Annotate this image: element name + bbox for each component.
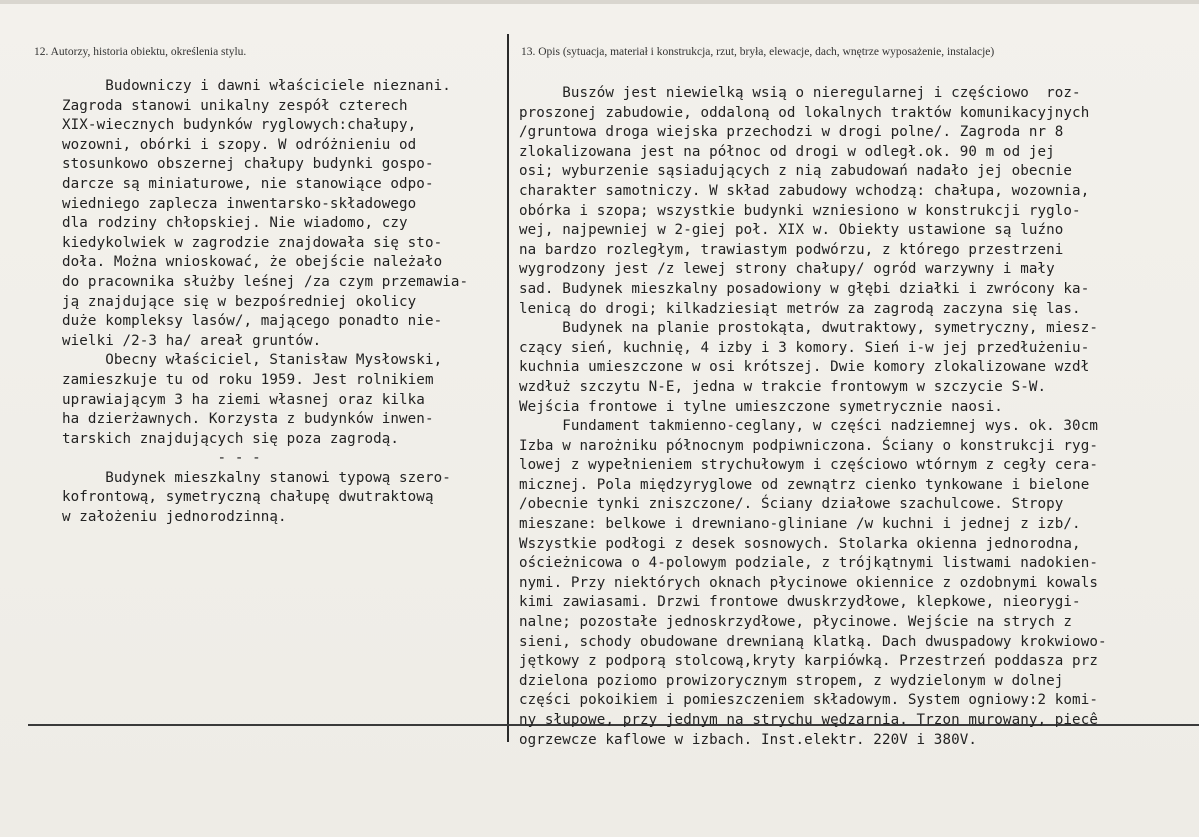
text-line: darcze są miniaturowe, nie stanowiące odpo- [62, 175, 434, 192]
text-line: Fundament takmienno-ceglany, w części nadziemnej wys. ok. 30cm [519, 418, 1098, 435]
text-line: zlokalizowana jest na północ od drogi w odległ.ok. 90 m od jej [519, 143, 1055, 160]
text-line: zamieszkuje tu od roku 1959. Jest rolnikiem [62, 371, 434, 388]
text-line: wozowni, obórki i szopy. W odróżnieniu od [62, 136, 417, 153]
text-line: części pokoikiem i pomieszczeniem składowym. System ogniowy:2 komi- [519, 692, 1098, 709]
text-line: wej, najpewniej w 2-giej poł. XIX w. Obiekty ustawione są luźno [519, 222, 1064, 239]
text-line: wielki /2-3 ha/ areał gruntów. [62, 332, 322, 349]
text-line: kimi zawiasami. Drzwi frontowe dwuskrzydłowe, klepkowe, nieorygi- [519, 594, 1081, 611]
text-line: charakter samotniczy. W skład zabudowy wchodzą: chałupa, wozownia, [519, 182, 1090, 199]
text-line: ją znajdujące się w bezpośredniej okolicy [62, 293, 417, 310]
text-line: dla rodziny chłopskiej. Nie wiadomo, czy [62, 215, 408, 232]
text-line: Buszów jest niewielką wsią o nieregularnej i częściowo roz- [519, 85, 1081, 101]
text-line: sieni, schody obudowane drewnianą klatką. Dach dwuspadowy krokwiowo- [519, 633, 1107, 650]
right-column-text [519, 84, 1107, 750]
text-line: mieszane: belkowe i drewniano-gliniane /w kuchni i jednej z izb/. [519, 516, 1081, 533]
text-line: na bardzo rozległym, trawiastym podwórzu, z którego przestrzeni [519, 241, 1064, 258]
text-line: Wejścia frontowe i tylne umieszczone symetrycznie naosi. [519, 398, 1003, 415]
text-line: Budowniczy i dawni właściciele nieznani. [62, 78, 451, 94]
text-line: lenicą do drogi; kilkadziesiąt metrów za zagrodą zaczyna się las. [519, 300, 1081, 317]
text-line: doła. Można wnioskować, że obejście należało [62, 254, 443, 271]
text-line: jętkowy z podporą stolcową,kryty karpiówką. Przestrzeń poddasza prz [519, 653, 1098, 670]
text-line: ościeżnicowa o 4-polowym podziale, z trójkątnymi listwami nadokien- [519, 555, 1098, 572]
text-line: sad. Budynek mieszkalny posadowiony w głębi działki i zwrócony ka- [519, 280, 1090, 297]
text-line: Budynek mieszkalny stanowi typową szero- [62, 469, 451, 486]
text-line: Obecny właściciel, Stanisław Mysłowski, [62, 352, 443, 369]
text-line: /gruntowa droga wiejska przechodzi w drogi polne/. Zagroda nr 8 [519, 124, 1064, 141]
text-line: dzielona poziomo prowizorycznym stropem, z wydzielonym w dolnej [519, 672, 1064, 689]
text-line: /obecnie tynki zniszczone/. Ściany działowe szachulcowe. Stropy [519, 496, 1064, 513]
text-line: Zagroda stanowi unikalny zespół czterech [62, 97, 408, 114]
text-line: wygrodzony jest /z lewej strony chałupy/ ogród warzywny i mały [519, 261, 1055, 278]
text-line: wiedniego zaplecza inwentarsko-składowego [62, 195, 417, 212]
text-line: ny słupowe, przy jednym na strychu wędzarnia. Trzon murowany, piecê [519, 712, 1098, 728]
text-line: ogrzewcze kaflowe w izbach. Inst.elektr. 220V i 380V. [519, 731, 978, 748]
text-line: kuchnia umieszczone w osi krótszej. Dwie komory zlokalizowane wzdł [519, 359, 1090, 376]
text-line: do pracownika służby leśnej /za czym przemawia- [62, 273, 469, 290]
column-divider [507, 34, 509, 742]
text-line: duże kompleksy lasów/, mającego ponadto nie- [62, 313, 443, 330]
text-line: czący sień, kuchnię, 4 izby i 3 komory. Sień i-w jej przedłużeniu- [519, 339, 1090, 356]
text-line: XIX-wiecznych budynków ryglowych:chałupy, [62, 117, 417, 134]
top-edge [0, 0, 1199, 4]
text-line: wzdłuż szczytu N-E, jedna w trakcie frontowym w szczycie S-W. [519, 378, 1047, 395]
text-line: nalne; pozostałe jednoskrzydłowe, płycinowe. Wejście na strych z [519, 614, 1073, 631]
text-line: lowej z wypełnieniem strychułowym i częściowo wtórnym z cegły cera- [519, 457, 1098, 474]
left-column-text [62, 77, 468, 528]
text-line: kiedykolwiek w zagrodzie znajdowała się sto- [62, 234, 443, 251]
text-line: - - - [62, 450, 261, 467]
right-column-header: 13. Opis (sytuacja, materiał i konstrukcja, rzut, bryła, elewacje, dach, wnętrze wyposażenie, instalacje) [521, 46, 995, 58]
text-line: micznej. Pola międzyryglowe od zewnątrz cienko tynkowane i bielone [519, 476, 1090, 493]
text-line: nymi. Przy niektórych oknach płycinowe okiennice z ozdobnymi kowals [519, 574, 1098, 591]
text-line: uprawiającym 3 ha ziemi własnej oraz kilka [62, 391, 425, 408]
text-line: tarskich znajdujących się poza zagrodą. [62, 430, 400, 447]
text-line: kofrontową, symetryczną chałupę dwutraktową [62, 489, 434, 506]
text-line: w założeniu jednorodzinną. [62, 509, 287, 526]
text-line: stosunkowo obszernej chałupy budynki gospo- [62, 156, 434, 173]
left-column-header: 12. Autorzy, historia obiektu, określenia stylu. [34, 46, 247, 58]
text-line: Izba w narożniku północnym podpiwniczona. Ściany o konstrukcji ryg- [519, 437, 1098, 454]
text-line: osi; wyburzenie sąsiadujących z nią zabudowań nadało jej obecnie [519, 163, 1073, 180]
text-line: Wszystkie podłogi z desek sosnowych. Stolarka okienna jednorodna, [519, 535, 1081, 552]
text-line: obórka i szopa; wszystkie budynki wzniesiono w konstrukcji ryglo- [519, 202, 1081, 219]
text-line: proszonej zabudowie, oddaloną od lokalnych traktów komunikacyjnych [519, 104, 1090, 121]
text-line: Budynek na planie prostokąta, dwutraktowy, symetryczny, miesz- [519, 320, 1098, 337]
text-line: ha dzierżawnych. Korzysta z budynków inwen- [62, 411, 434, 428]
